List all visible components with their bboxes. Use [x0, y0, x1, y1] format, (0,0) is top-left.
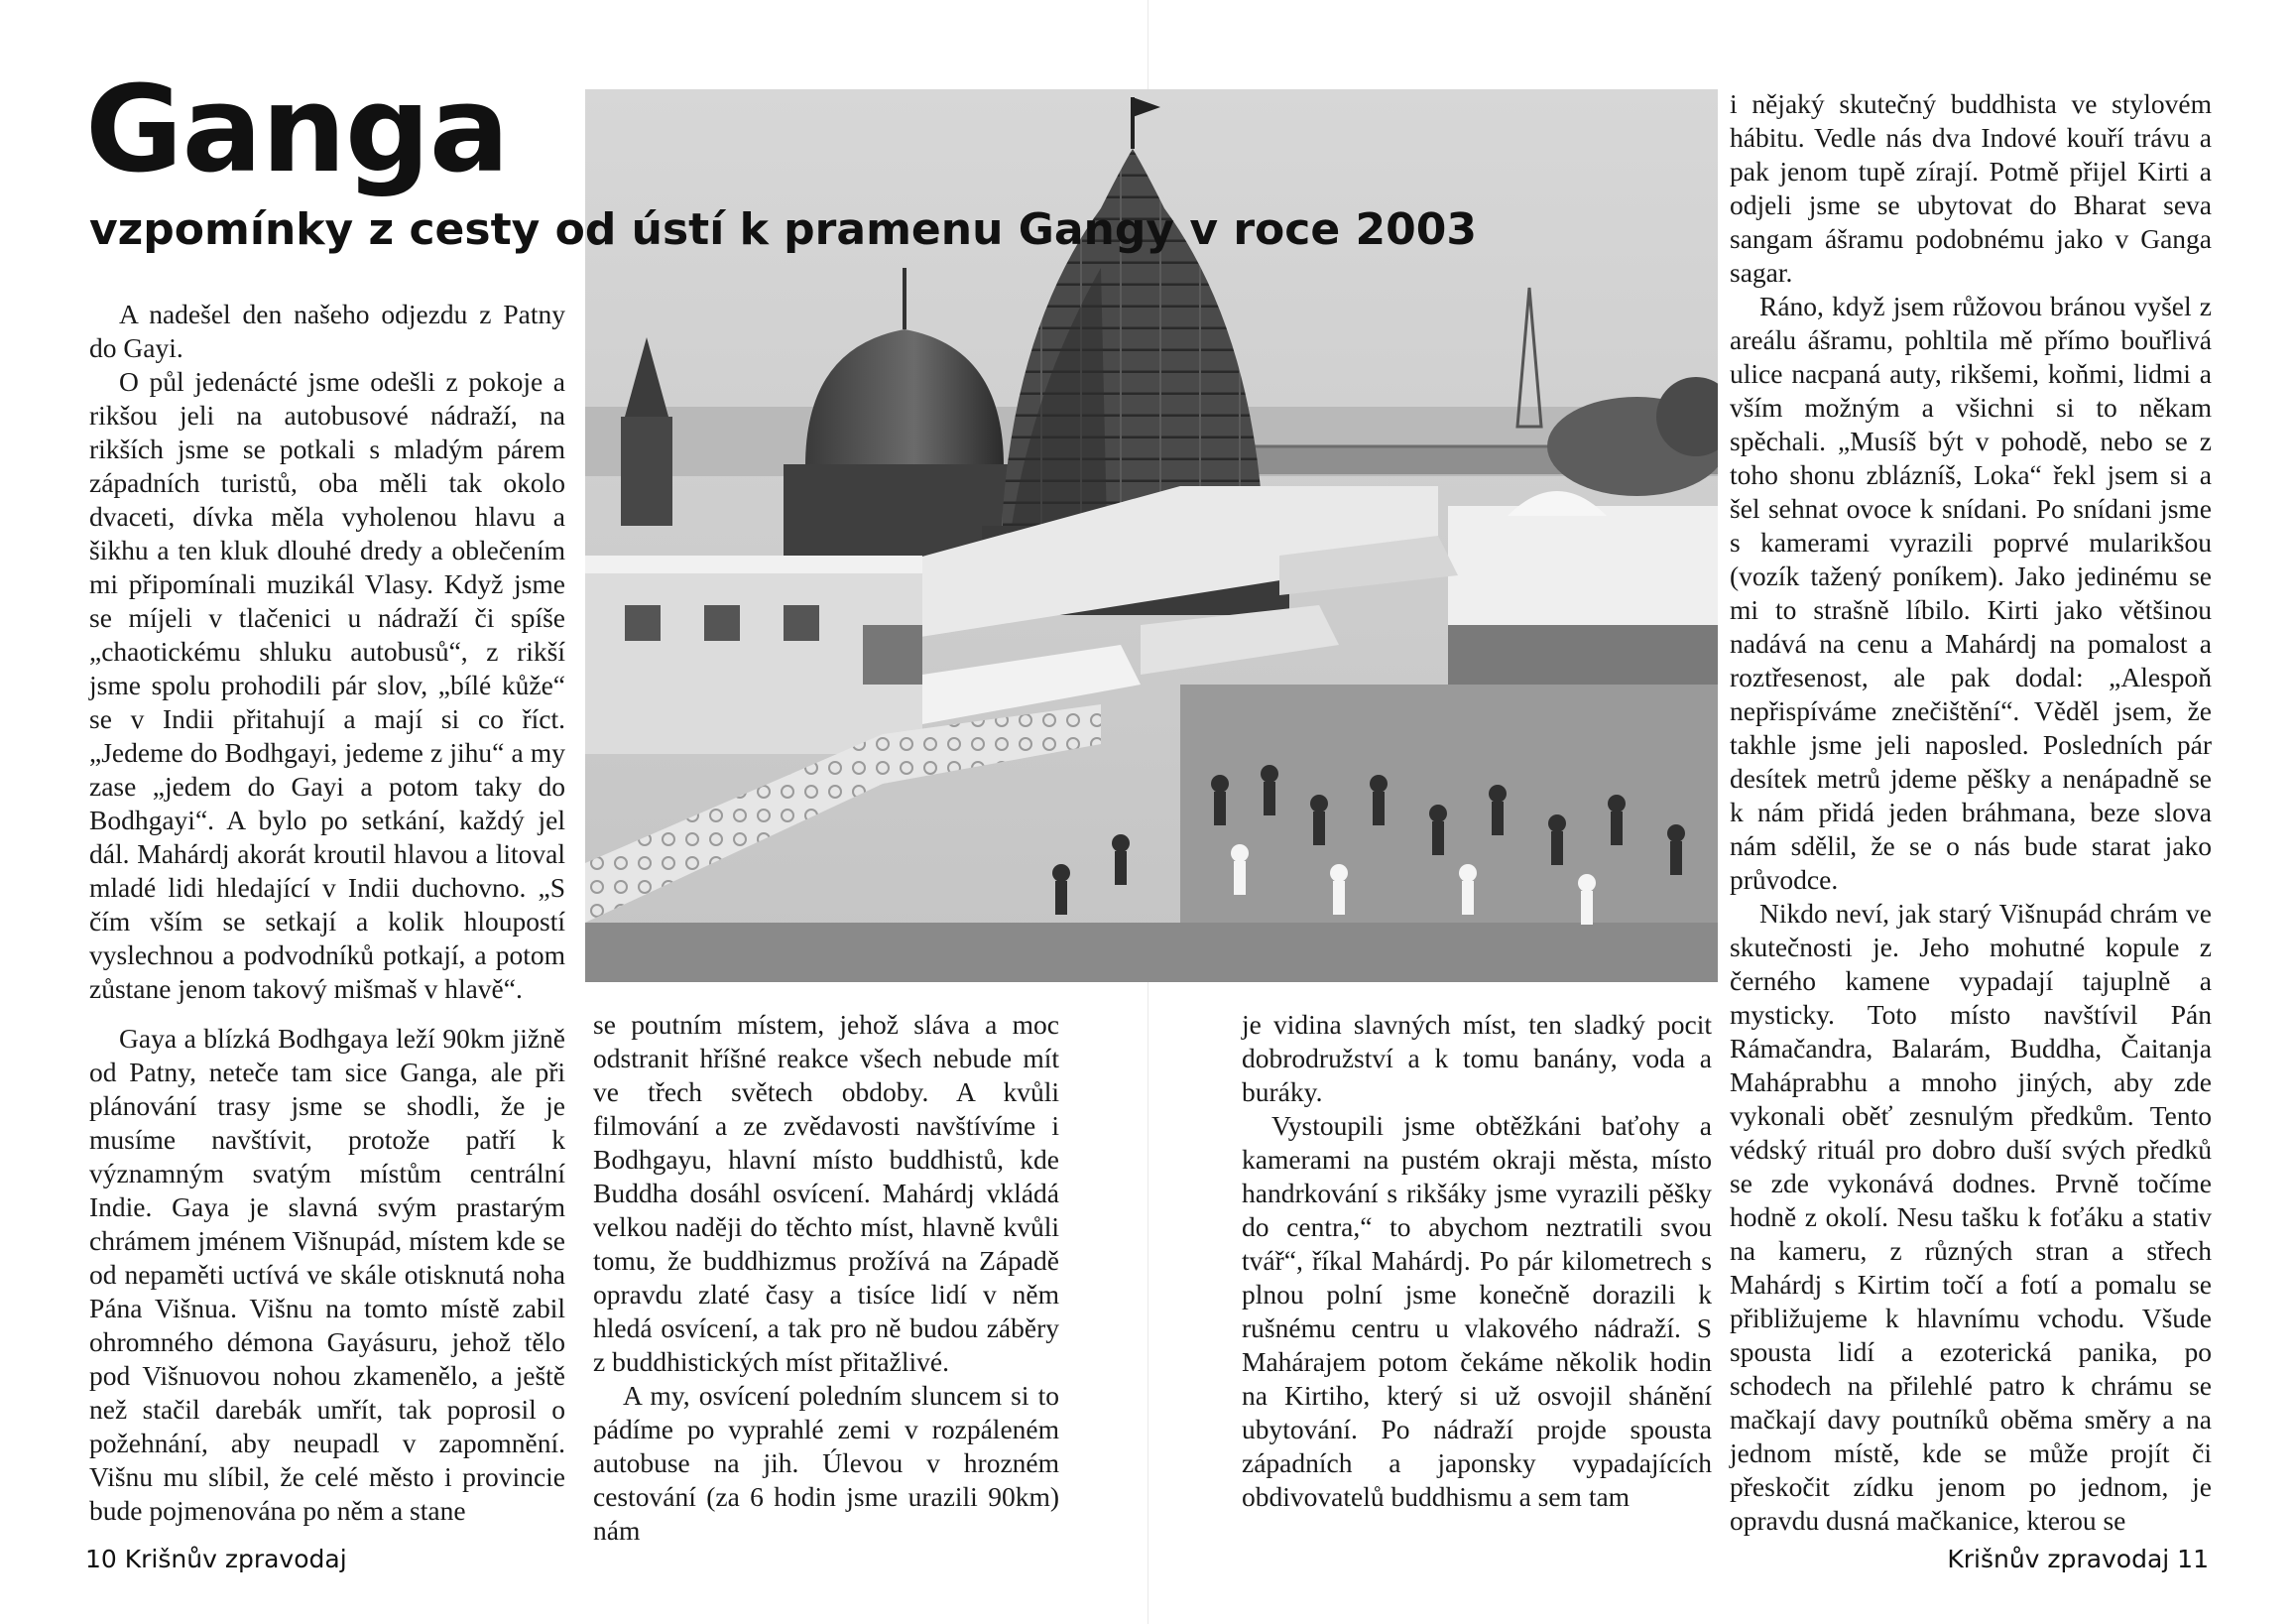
text-column-5	[1730, 87, 2212, 1538]
paragraph: se poutním místem, jehož sláva a moc odstranit hříšné reakce všech nebude mít ve třech světech obdoby. A kvůli filmování a ze zvědavosti navštívíme i Bodhgayu, hlavní místo buddhistů, kde Buddha dosáhl osvícení. Mahárdj vkládá velkou naději do těchto míst, hlavně kvůli tomu, že buddhizmus prožívá na Západě opravdu zlaté časy a tisíce lidí v něm hledá osvícení, a tak pro ně budou záběry z buddhistických míst přitažlivé.	[593, 1009, 1059, 1377]
paragraph: Ráno, když jsem růžovou bránou vyšel z areálu ášramu, pohltila mě přímo bouřlivá ulice nacpaná auty, rikšemi, koňmi, lidmi a vším možným a všichni si to někam spěchali. „Musíš být v pohodě, nebo se z toho shonu zblázníš, Loka“ řekl jsem si a šel sehnat ovoce k snídani. Po snídani jsme s kamerami vyrazili poprvé mularikšou (vozík tažený poníkem). Jako jedinému se mi to strašně líbilo. Kirti jako většinou nadává na cenu a Mahárdj na pomalost a roztřesenost, ale pak dodal: „Alespoň nepřispíváme znečištění“. Věděl jsem, že takhle jsme jeli naposled. Posledních pár desítek metrů jdeme pěšky a nenápadně se k nám přidá jeden bráhmana, beze slova nám sdělil, že se o nás bude starat jako průvodce.	[1730, 291, 2212, 895]
article-title: Ganga	[85, 62, 509, 199]
paragraph: Gaya a blízká Bodhgaya leží 90km jižně od Patny, neteče tam sice Ganga, ale při plánování trasy jsme se shodli, že je musíme navštívit, protože patří k významným svatým místům centrální Indie. Gaya je slavná svým prastarým chrámem jménem Višnupád, místem kde se od nepaměti uctívá ve skále otisknutá noha Pána Višnua. Višnu na tomto místě zabil ohromného démona Gayásuru, jehož tělo pod Višnuovou nohou zkamenělo, a ještě než stačil darebák umřít, tak poprosil o požehnání, aby neupadl v zapomnění. Višnu mu slíbil, že celé město i provincie bude pojmenována po něm a stane	[89, 1023, 565, 1526]
paragraph: je vidina slavných míst, ten sladký pocit dobrodružství a k tomu banány, voda a buráky.	[1242, 1009, 1712, 1107]
paragraph: A my, osvícení poledním sluncem si to pádíme po vyprahlé zemi v rozpáleném autobuse na jih. Úlevou v hrozném cestování (za 6 hodin jsme urazili 90km) nám	[593, 1380, 1059, 1546]
paragraph: Vystoupili jsme obtěžkáni baťohy a kamerami na pustém okraji města, místo handrkování s rikšáky jsme vyrazili pěšky do centra,“ to abychom neztratili svou tvář“, říkal Mahárdj. Po pár kilometrech s plnou polní jsme konečně dorazili k rušnému centru u vlakového nádraží. S Mahárajem potom čekáme několik hodin na Kirtiho, který si už osvojil shánění ubytování. Po nádraží projde spousta západních a japonsky vypadajících obdivovatelů buddhismu a sem tam	[1242, 1110, 1712, 1512]
paragraph: Nikdo neví, jak starý Višnupád chrám ve skutečnosti je. Jeho mohutné kopule z černého kamene vypadají tajuplně a mysticky. Toto místo navštívil Pán Rámačandra, Balarám, Buddha, Čaitanja Maháprabhu a mnoho jiných, aby zde vykonali oběť zesnulým předkům. Tento védský rituál pro dobro duší svých předků se zde vykonává dodnes. Prvně točíme hodně z okolí. Nesu tašku k foťáku a stativ na kameru, z různých stran a střech Mahárdj s Kirtim točí a fotí a pomalu se přibližujeme k hlavnímu vchodu. Všude spousta lidí a ezoterická panika, po schodech na přilehlé patro k chrámu se mačkají davy poutníků oběma směry a na jednom místě, kde se může projít či přeskočit zídku jenom po jednom, je opravdu dusná mačkanice, kterou se	[1730, 898, 2212, 1536]
page-footer-left: 10 Krišnův zpravodaj	[85, 1545, 347, 1573]
paragraph: O půl jedenácté jsme odešli z pokoje a rikšou jeli na autobusové nádraží, na rikších jsme se potkali s mladým párem západních turistů, oba měli tak okolo dvaceti, dívka měla vyholenou hlavu a šikhu a ten kluk dlouhé dredy a oblečením mi připomínali muzikál Vlasy. Když jsme se míjeli v tlačenici u nádraží či spíše „chaotickému shluku autobusů“, z rikší jsme spolu prohodili pár slov, „bílé kůže“ se v Indii přitahují a mají si co říct. „Jedeme do Bodhgayi, jedeme z jihu“ a my zase „jedem do Gayi a potom taky do Bodhgayi“. A bylo po setkání, každý jel dál. Mahárdj akorát kroutil hlavou a litoval mladé lidi hledající v Indii duchovno. „S čím vším se setkají a kolik hloupostí vyslechnou a podvodníků potkají, a potom zůstane jenom takový mišmaš v hlavě“.	[89, 366, 565, 1004]
text-column-3	[593, 1008, 1059, 1548]
paragraph: A nadešel den našeho odjezdu z Patny do Gayi.	[89, 299, 565, 363]
text-column-4	[1242, 1008, 1712, 1514]
text-column-2	[89, 1022, 565, 1528]
page-footer-right: Krišnův zpravodaj 11	[1947, 1545, 2209, 1573]
paragraph: i nějaký skutečný buddhista ve stylovém hábitu. Vedle nás dva Indové kouří trávu a pak jenom tupě zírají. Potmě přijel Kirti a odjeli jsme se ubytovat do Bharat seva sangam ášramu podobnému jako v Ganga sagar.	[1730, 88, 2212, 288]
article-subtitle: vzpomínky z cesty od ústí k pramenu Gangy v roce 2003	[89, 204, 1477, 255]
text-column-1	[89, 298, 565, 1006]
